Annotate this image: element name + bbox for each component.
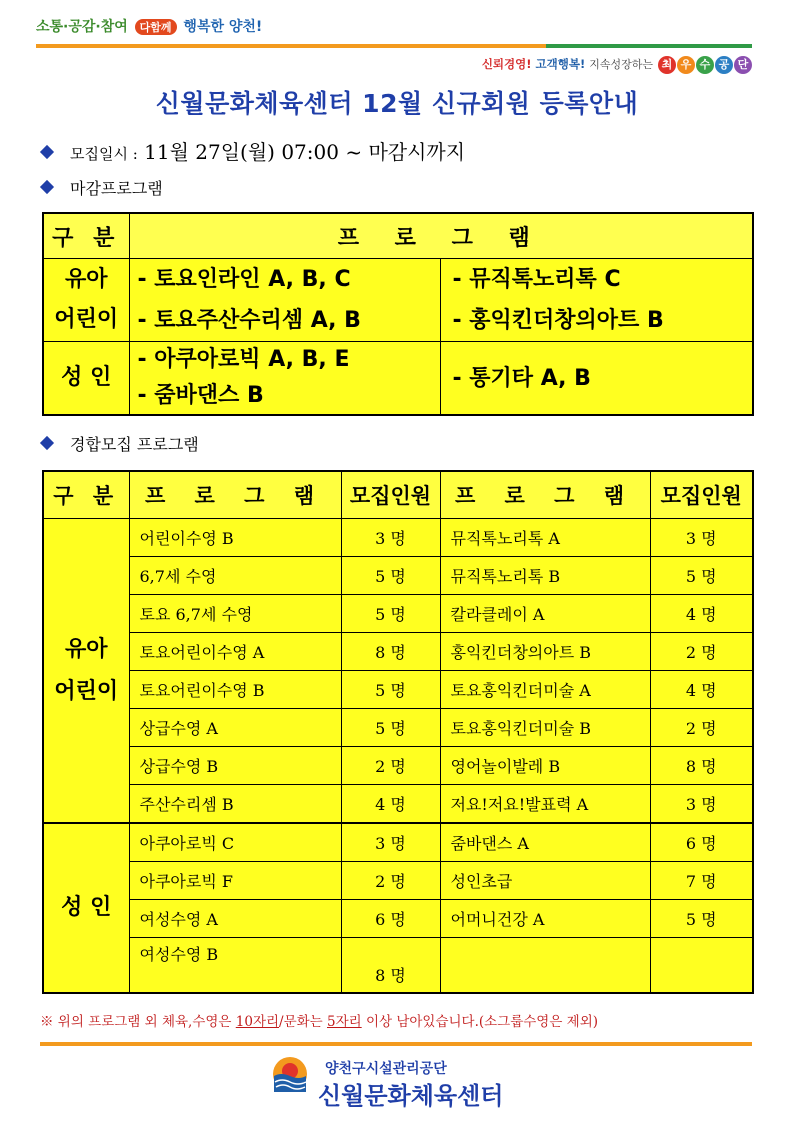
program-name-right [440, 938, 650, 994]
category-kids-line1: 유아 [64, 636, 108, 662]
program-count-right: 8 명 [650, 747, 753, 785]
program-name-left: 여성수영 B [129, 938, 341, 994]
slogan-left: 소통·공감·참여 [36, 19, 128, 35]
closed-programs-table [42, 212, 754, 416]
closed-section-heading [42, 176, 163, 199]
mgmt-slogan-red: 신뢰경영! [481, 57, 532, 71]
table-row [43, 747, 753, 785]
closed-heading-text: 마감프로그램 [70, 179, 163, 198]
footnote-part3: 이상 남아있습니다.(소그룹수영은 제외) [365, 1014, 599, 1030]
footnote-mark: ※ [40, 1014, 54, 1030]
program-count-right: 5 명 [650, 900, 753, 938]
org-name: 양천구시설관리공단 [325, 1061, 447, 1077]
program-count-right: 4 명 [650, 595, 753, 633]
program-name-left: 토요어린이수영 B [129, 671, 341, 709]
program-count-left: 3 명 [341, 823, 440, 862]
header-divider-orange [36, 44, 546, 48]
program-count-left: 3 명 [341, 519, 440, 557]
category-adult: 성 인 [43, 342, 129, 416]
header-program: 프 로 그 램 [129, 213, 753, 259]
program-name-left: 상급수영 A [129, 709, 341, 747]
header-category: 구 분 [43, 471, 129, 519]
table-row [43, 671, 753, 709]
closed-program-item: - 아쿠아로빅 A, B, E [137, 347, 350, 372]
program-count-right: 2 명 [650, 633, 753, 671]
recruit-value: 11월 27일(월) 07:00 ~ 마감시까지 [144, 140, 466, 164]
program-count-right: 4 명 [650, 671, 753, 709]
program-name-left: 아쿠아로빅 F [129, 862, 341, 900]
closed-program-item: - 토요인라인 A, B, C [137, 267, 351, 292]
table-row [43, 259, 753, 342]
program-count-left: 8 명 [341, 633, 440, 671]
center-name: 신월문화체육센터 [318, 1082, 504, 1110]
program-count-left: 6 명 [341, 900, 440, 938]
program-name-right: 토요홍익킨더미술 A [440, 671, 650, 709]
category-kids-line2: 어린이 [54, 678, 119, 704]
page-title: 신월문화체육센터 12월 신규회원 등록안내 [155, 89, 639, 118]
program-name-right: 토요홍익킨더미술 B [440, 709, 650, 747]
category-kids [43, 519, 129, 824]
table-row [43, 938, 753, 994]
category-kids [43, 259, 129, 342]
table-row [43, 900, 753, 938]
program-count-right: 7 명 [650, 862, 753, 900]
table-row [43, 595, 753, 633]
badge-circle-3: 수 [696, 56, 714, 74]
table-header-row [43, 213, 753, 259]
program-name-right: 어머니건강 A [440, 900, 650, 938]
program-name-right: 영어놀이발레 B [440, 747, 650, 785]
table-row [43, 342, 753, 416]
header-category: 구 분 [43, 213, 129, 259]
program-name-left: 토요 6,7세 수영 [129, 595, 341, 633]
program-name-right: 성인초급 [440, 862, 650, 900]
program-name-right: 칼라클레이 A [440, 595, 650, 633]
footnote [40, 1010, 598, 1030]
table-row [43, 557, 753, 595]
table-header-row [43, 471, 753, 519]
competitive-programs-table [42, 470, 754, 994]
management-slogan [482, 56, 752, 74]
program-count-left: 5 명 [341, 709, 440, 747]
program-count-right [650, 938, 753, 994]
mgmt-slogan-blue: 고객행복! [535, 57, 586, 71]
program-count-left: 5 명 [341, 671, 440, 709]
kids-closed-right [440, 259, 753, 342]
adult-closed-left [129, 342, 440, 416]
mgmt-slogan-grey: 지속성장하는 [589, 58, 653, 71]
header-slogan [36, 16, 262, 36]
category-adult: 성 인 [43, 823, 129, 993]
kids-closed-left [129, 259, 440, 342]
program-count-right: 2 명 [650, 709, 753, 747]
program-count-left: 4 명 [341, 785, 440, 824]
footnote-part1: 위의 프로그램 외 체육,수영은 [57, 1014, 232, 1030]
category-kids-line1: 유아 [64, 267, 108, 292]
badge-circle-1: 최 [658, 56, 676, 74]
closed-program-item: - 토요주산수리셈 A, B [137, 308, 361, 333]
program-count-left: 8 명 [341, 938, 440, 994]
header-count-left: 모집인원 [341, 471, 440, 519]
program-name-left: 주산수리셈 B [129, 785, 341, 824]
header-count-right: 모집인원 [650, 471, 753, 519]
header-program-right: 프 로 그 램 [440, 471, 650, 519]
program-count-left: 2 명 [341, 747, 440, 785]
header-divider-green [546, 44, 752, 48]
program-name-left: 여성수영 A [129, 900, 341, 938]
diamond-bullet-icon [40, 436, 54, 450]
program-name-right: 줌바댄스 A [440, 823, 650, 862]
badge-circle-4: 공 [715, 56, 733, 74]
program-count-left: 5 명 [341, 595, 440, 633]
program-count-right: 3 명 [650, 519, 753, 557]
category-kids-line2: 어린이 [54, 307, 119, 332]
badge-circle-5: 단 [734, 56, 752, 74]
header-program-left: 프 로 그 램 [129, 471, 341, 519]
program-name-right: 뮤직톡노리톡 B [440, 557, 650, 595]
competitive-section-heading [42, 432, 199, 455]
footnote-part2: /문화는 [279, 1014, 323, 1030]
program-name-left: 6,7세 수영 [129, 557, 341, 595]
program-name-left: 어린이수영 B [129, 519, 341, 557]
slogan-right: 행복한 양천! [183, 19, 263, 35]
program-count-right: 5 명 [650, 557, 753, 595]
footer-divider [40, 1042, 752, 1046]
table-row [43, 823, 753, 862]
sun-wave-logo-icon [272, 1056, 308, 1092]
footnote-u2: 5자리 [327, 1014, 362, 1030]
footnote-u1: 10자리 [235, 1014, 280, 1030]
program-name-left: 토요어린이수영 A [129, 633, 341, 671]
adult-closed-right [440, 342, 753, 416]
recruit-label: 모집일시 : [70, 145, 138, 163]
program-name-left: 아쿠아로빅 C [129, 823, 341, 862]
table-row [43, 709, 753, 747]
program-name-right: 홍익킨더창의아트 B [440, 633, 650, 671]
table-row [43, 633, 753, 671]
diamond-bullet-icon [40, 180, 54, 194]
table-row [43, 519, 753, 557]
program-count-right: 6 명 [650, 823, 753, 862]
diamond-bullet-icon [40, 145, 54, 159]
table-row [43, 862, 753, 900]
program-name-right: 뮤직톡노리톡 A [440, 519, 650, 557]
competitive-heading-text: 경합모집 프로그램 [70, 435, 199, 454]
table-row [43, 785, 753, 824]
program-name-right: 저요!저요!발표력 A [440, 785, 650, 824]
badge-circle-2: 우 [677, 56, 695, 74]
slogan-badge: 다함께 [135, 19, 177, 35]
closed-program-item: - 뮤직톡노리톡 C [452, 267, 621, 292]
closed-program-item: - 홍익킨더창의아트 B [452, 308, 664, 333]
program-count-right: 3 명 [650, 785, 753, 824]
program-count-left: 2 명 [341, 862, 440, 900]
program-name-left: 상급수영 B [129, 747, 341, 785]
closed-program-item: - 줌바댄스 B [137, 383, 264, 408]
program-count-left: 5 명 [341, 557, 440, 595]
closed-program-item: - 통기타 A, B [452, 365, 591, 391]
recruit-period [42, 136, 465, 165]
